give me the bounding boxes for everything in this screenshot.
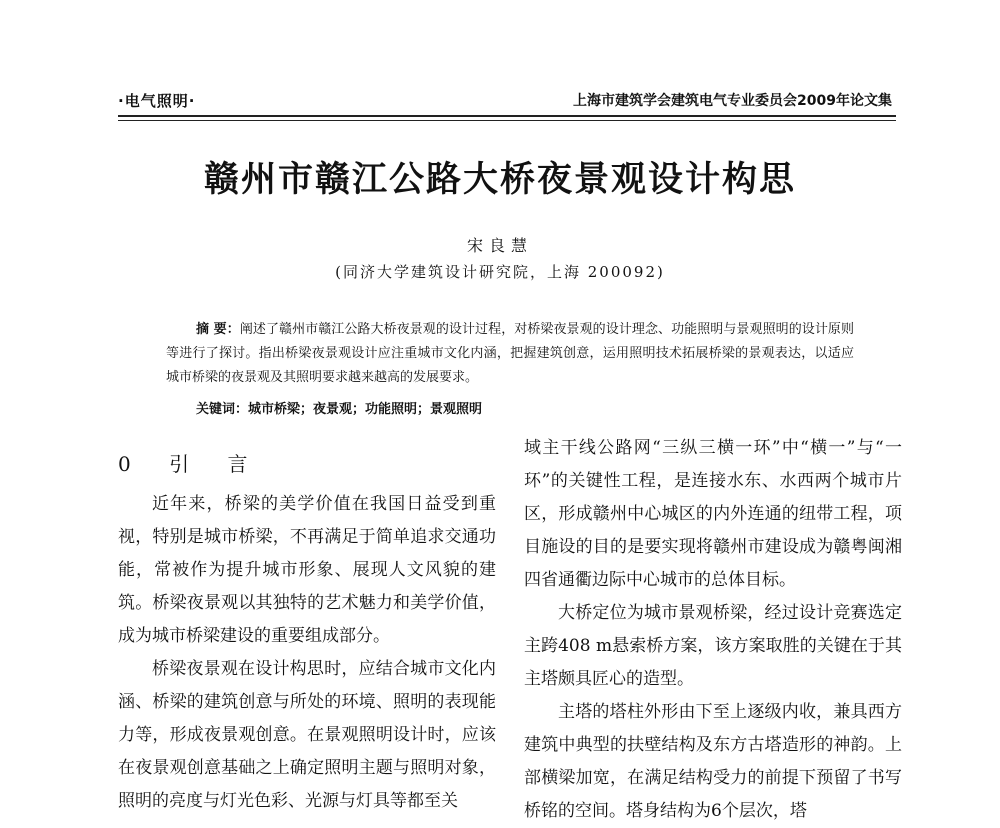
keywords (196, 398, 482, 417)
right-column (524, 432, 902, 828)
header-rule-thick (118, 115, 896, 117)
keywords-text: 城市桥梁；夜景观；功能照明；景观照明 (248, 402, 483, 417)
body-paragraph: 主塔的塔柱外形由下至上逐级内收，兼具西方建筑中典型的扶壁结构及东方古塔造形的神韵。上部横梁加宽，在满足结构受力的前提下预留了书写桥铭的空间。塔身结构为6个层次，塔 (524, 702, 902, 821)
author-affiliation: (同济大学建筑设计研究院，上海 200092) (335, 263, 665, 281)
body-paragraph: 域主干线公路网“三纵三横一环”中“横一”与“一环”的关键性工程，是连接水东、水西两个城市片区，形成赣州中心城区的内外连通的纽带工程，项目施设的目的是要实现将赣州市建设成为赣粤闽湘四省通衢边际中心城市的总体目标。 (524, 438, 902, 590)
body-paragraph: 桥梁夜景观在设计构思时，应结合城市文化内涵、桥梁的建筑创意与所处的环境、照明的表现能力等，形成夜景观创意。在景观照明设计时，应该在夜景观创意基础之上确定照明主题与照明对象，照明的亮度与灯光色彩、光源与灯具等都至关 (118, 659, 496, 811)
section-heading-introduction: 0 引 言 (118, 452, 264, 476)
abstract-label: 摘 要： (196, 322, 240, 337)
author-name: 宋良慧 (466, 236, 533, 255)
abstract (166, 318, 854, 390)
journal-section-tag: ·电气照明· (118, 92, 196, 110)
keywords-label: 关键词： (196, 402, 249, 417)
proceedings-title: 上海市建筑学会建筑电气专业委员会2009年论文集 (573, 93, 892, 109)
header-rule-thin (118, 120, 896, 121)
left-column (118, 432, 496, 818)
paper-title: 赣州市赣江公路大桥夜景观设计构思 (203, 160, 796, 200)
abstract-text: 阐述了赣州市赣江公路大桥夜景观的设计过程，对桥梁夜景观的设计理念、功能照明与景观照明的设计原则等进行了探讨。指出桥梁夜景观设计应注重城市文化内涵，把握建筑创意，运用照明技术拓展桥梁的景观表达，以适应城市桥梁的夜景观及其照明要求越来越高的发展要求。 (166, 322, 854, 385)
body-paragraph: 大桥定位为城市景观桥梁，经过设计竞赛选定主跨408 m悬索桥方案，该方案取胜的关键在于其主塔颇具匠心的造型。 (524, 603, 902, 689)
body-paragraph: 近年来，桥梁的美学价值在我国日益受到重视，特别是城市桥梁，不再满足于简单追求交通功能，常被作为提升城市形象、展现人文风貌的建筑。桥梁夜景观以其独特的艺术魅力和美学价值，成为城市桥梁建设的重要组成部分。 (118, 494, 496, 646)
